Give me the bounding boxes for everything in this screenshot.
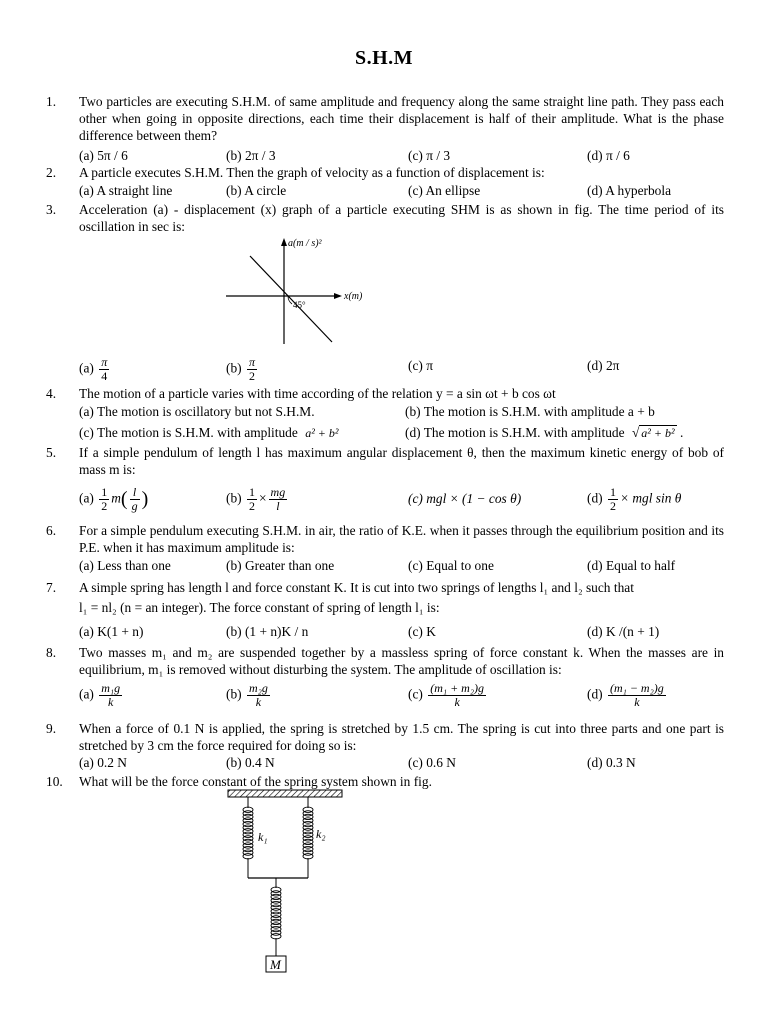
option-d-prefix: (d) The motion is S.H.M. with amplitude (405, 425, 625, 440)
option-d[interactable] (587, 486, 681, 513)
x-axis-arrow (334, 293, 342, 299)
numerator: m₁g (101, 681, 121, 695)
fraction (99, 682, 122, 709)
angle-label: 45° (293, 300, 306, 310)
graph-line (250, 256, 332, 342)
denominator: 2 (101, 499, 108, 513)
option-b[interactable]: (b) Greater than one (226, 558, 335, 573)
fraction (99, 486, 109, 513)
numerator: π (101, 355, 108, 369)
denominator: l (276, 499, 280, 513)
page-title: S.H.M (354, 47, 414, 69)
option-c[interactable]: (c) π (408, 358, 433, 373)
fraction (130, 486, 140, 513)
question-number: 7. (46, 580, 57, 595)
question-number: 5. (46, 445, 57, 460)
option-c[interactable] (79, 424, 338, 442)
option-a[interactable]: (a) The motion is oscillatory but not S.H.M. (79, 404, 315, 419)
option-b[interactable]: (b) 0.4 N (226, 755, 275, 770)
option-c[interactable]: (c) 0.6 N (408, 755, 456, 770)
option-d-suffix: . (679, 425, 684, 440)
paren-close: ) (141, 488, 149, 510)
option-b[interactable] (226, 486, 289, 513)
option-a-prefix: (a) (79, 360, 94, 376)
denominator: 4 (101, 369, 108, 383)
question-3-options (79, 348, 724, 382)
option-b[interactable]: (b) 2π / 3 (226, 148, 276, 163)
option-c[interactable]: (c) Equal to one (408, 558, 494, 573)
spring-k3-coil (271, 887, 281, 939)
option-a[interactable]: (a) A straight line (79, 183, 173, 198)
numerator: π (248, 355, 255, 369)
fraction (428, 682, 486, 709)
denominator: g (131, 499, 138, 513)
y-axis-label: a(m / s)² (288, 238, 322, 249)
ceiling-support (228, 790, 342, 797)
question-text: A particle executes S.H.M. Then the graph of velocity as a function of displacement is: (79, 165, 545, 180)
question-3 (46, 201, 724, 235)
option-c[interactable]: (c) An ellipse (408, 183, 481, 198)
denominator: 2 (609, 499, 616, 513)
denominator: k (255, 695, 262, 709)
question-10 (46, 773, 724, 790)
denominator: k (454, 695, 460, 709)
option-b[interactable] (226, 356, 259, 383)
option-b[interactable]: (b) (1 + n)K / n (226, 624, 309, 639)
spring-k1-label: k₁ (258, 830, 268, 844)
numerator: 1 (609, 485, 616, 499)
fraction (247, 682, 270, 709)
fraction (99, 356, 109, 383)
x-axis-label: x(m) (344, 291, 363, 302)
option-a-prefix: (a) (79, 686, 94, 702)
question-1 (46, 93, 724, 144)
numerator: mg (270, 485, 286, 499)
option-a[interactable]: (a) K(1 + n) (79, 624, 144, 639)
question-text: Two masses m₁ and m₂ are suspended together by a massless spring of force constant k. When the masses are in equilibrium, m₁ is removed without disturbing the system. The amplitude of oscillation is: (79, 645, 724, 677)
option-c[interactable]: (c) K (408, 624, 436, 639)
question-text: Acceleration (a) - displacement (x) graph of a particle executing SHM is as shown in fig. The time period of its oscillation in sec is: (79, 202, 724, 234)
question-5 (46, 444, 724, 478)
question-4 (46, 385, 724, 402)
spring-k1-coil (243, 807, 253, 859)
question-number: 6. (46, 523, 57, 538)
question-number: 3. (46, 202, 57, 217)
spring-k2-label: k₂ (316, 827, 326, 841)
question-7 (46, 579, 724, 616)
option-d-prefix: (d) (587, 686, 603, 702)
option-c-prefix: (c) (408, 686, 423, 702)
option-d[interactable]: (d) π / 6 (587, 148, 630, 163)
option-a[interactable]: (a) 5π / 6 (79, 148, 128, 163)
fraction (247, 356, 257, 383)
question-7-options (79, 623, 724, 643)
fraction (269, 486, 288, 513)
option-d-tail: × mgl sin θ (619, 490, 682, 506)
denominator: 2 (248, 369, 255, 383)
question-9 (46, 720, 724, 754)
option-b-prefix: (b) (226, 360, 242, 376)
option-b[interactable] (226, 682, 272, 709)
option-d[interactable]: (d) K /(n + 1) (587, 624, 660, 639)
numerator: (m₁ − m₂)g (609, 681, 664, 695)
option-a[interactable] (79, 682, 124, 709)
option-c[interactable] (408, 682, 488, 709)
question-number: 4. (46, 386, 57, 401)
denominator: k (107, 695, 114, 709)
question-number: 9. (46, 721, 57, 736)
spring-system-figure (226, 788, 346, 978)
sqrt-sign: √ (631, 425, 640, 440)
acceleration-displacement-graph (222, 236, 372, 348)
question-text-line-1: A simple spring has length l and force constant K. It is cut into two springs of lengths l₁ and l₂ such that (79, 580, 634, 595)
numerator: 1 (248, 485, 255, 499)
option-d[interactable]: (d) 0.3 N (587, 755, 636, 770)
numerator: l (130, 486, 140, 500)
option-c-prefix: (c) The motion is S.H.M. with amplitude (79, 425, 298, 440)
option-b[interactable]: (b) A circle (226, 183, 287, 198)
paren-open: ( (120, 488, 128, 510)
fraction (608, 682, 666, 709)
times-symbol: × (258, 490, 267, 506)
option-a[interactable] (79, 356, 111, 383)
mass-label: M (270, 957, 281, 972)
denominator: 2 (248, 499, 255, 513)
question-9-options (79, 754, 724, 774)
option-c-expression: a² + b² (305, 426, 339, 440)
option-a-prefix: (a) (79, 490, 94, 506)
question-text: If a simple pendulum of length l has maximum angular displacement θ, then the maximum kinetic energy of bob of mass m is: (79, 445, 724, 477)
question-8-options (79, 680, 724, 716)
option-c[interactable]: (c) mgl × (1 − cos θ) (408, 491, 522, 506)
question-number: 2. (46, 165, 57, 180)
option-d-expression: a² + b² (641, 426, 675, 440)
numerator: 1 (101, 485, 108, 499)
mass-symbol: m (111, 490, 121, 506)
question-text: Two particles are executing S.H.M. of same amplitude and frequency along the same straight line path. They pass each other when going in opposite directions, each time their displacement is half of their amplitude. What is the phase difference between them? (79, 94, 724, 143)
question-text: For a simple pendulum executing S.H.M. in air, the ratio of K.E. when it passes through the equilibrium position and its P.E. when it has maximum amplitude is: (79, 523, 724, 555)
option-d[interactable]: (d) Equal to half (587, 558, 676, 573)
numerator: m₂g (248, 681, 268, 695)
question-2 (46, 164, 724, 181)
y-axis-arrow (281, 238, 287, 246)
option-d[interactable]: (d) A hyperbola (587, 183, 672, 198)
option-d[interactable]: (d) 2π (587, 358, 620, 373)
option-a[interactable] (79, 486, 148, 513)
question-2-options (79, 182, 724, 202)
question-text: What will be the force constant of the spring system shown in fig. (79, 774, 432, 789)
denominator: k (634, 695, 640, 709)
fraction (608, 486, 618, 513)
option-d[interactable] (405, 424, 683, 442)
question-text: The motion of a particle varies with time according of the relation y = a sin ωt + b cos ωt (79, 386, 556, 401)
option-d[interactable] (587, 682, 668, 709)
option-a[interactable]: (a) 0.2 N (79, 755, 127, 770)
question-number: 10. (46, 774, 63, 789)
question-number: 8. (46, 645, 57, 660)
question-8 (46, 644, 724, 678)
option-b-prefix: (b) (226, 686, 242, 702)
option-a[interactable]: (a) Less than one (79, 558, 171, 573)
question-6 (46, 522, 724, 556)
option-d-prefix: (d) (587, 490, 603, 506)
question-5-options (79, 480, 724, 518)
option-c[interactable]: (c) π / 3 (408, 148, 451, 163)
spring-k2-coil (303, 807, 313, 859)
question-text: When a force of 0.1 N is applied, the spring is stretched by 1.5 cm. The spring is cut into three parts and one part is stretched by 3 cm the force required for doing so is: (79, 721, 724, 753)
question-text-line-2: l₁ = nl₂ (n = an integer). The force constant of spring of length l₁ is: (79, 600, 440, 615)
numerator: (m₁ + m₂)g (430, 681, 484, 695)
option-b[interactable]: (b) The motion is S.H.M. with amplitude a + b (405, 404, 655, 419)
fraction (247, 486, 257, 513)
question-number: 1. (46, 94, 57, 109)
option-b-prefix: (b) (226, 490, 242, 506)
question-6-options (79, 557, 724, 577)
